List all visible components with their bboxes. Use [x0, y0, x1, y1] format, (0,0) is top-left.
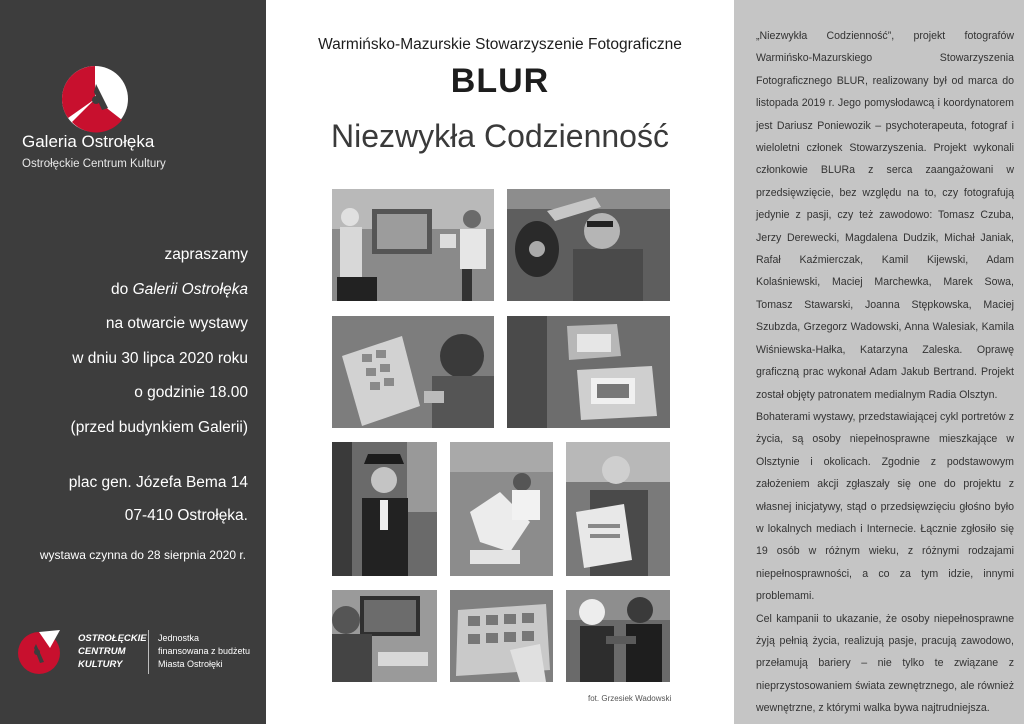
project-description [756, 25, 1014, 720]
invite-line-2 [0, 273, 248, 308]
description-paragraph-2: Bohaterami wystawy, przedstawiającej cykl portretów z życia, są osoby niepełnosprawne mieszkające w Olsztynie i okolicach. Zgodnie z podstawowym założeniem akcji zgłaszały się one do projektu z własnej inicjatywy, stąd o przedsięwzięciu głośno było w lokalnych mediach i Internecie. Łącznie zgłosiło się 19 osób w różnym wieku, z różnymi rodzajami niepełnosprawności, a co za tym idzie, innymi problemami. [756, 410, 1014, 603]
ock-name [78, 632, 147, 671]
galeria-logo-icon [60, 64, 130, 134]
photo-9 [450, 590, 553, 682]
left-panel [0, 0, 266, 724]
ock-divider [148, 630, 149, 674]
ock-info-1: Jednostka [158, 633, 200, 643]
photo-credit: fot. Grzesiek Wadowski [588, 694, 672, 703]
photo-3 [332, 316, 494, 428]
address-city: 07-410 Ostrołęka. [124, 507, 248, 524]
exhibition-until: wystawa czynna do 28 sierpnia 2020 r. [39, 548, 246, 562]
ock-info-2: finansowana z budżetu [158, 646, 251, 656]
right-panel [734, 0, 1024, 724]
ock-logo-icon [14, 626, 64, 676]
ock-name-3: KULTURY [78, 659, 123, 670]
invite-line-3: na otwarcie wystawy [105, 315, 248, 332]
address [0, 466, 266, 532]
invite-line-1: zapraszamy [164, 246, 248, 263]
ock-funding-info [158, 632, 250, 671]
gallery-subtitle: Ostrołęckie Centrum Kultury [22, 158, 166, 170]
photo-4 [507, 316, 670, 428]
invite-time: o godzinie 18.00 [134, 384, 248, 401]
invite-location-note: (przed budynkiem Galerii) [70, 418, 248, 436]
description-paragraph-1: „Niezwykła Codzienność”, projekt fotografów Warmińsko-Mazurskiego Stowarzyszenia Fotograficznego BLUR, realizowany był od marca do listopada 2019 r. Jego pomysłodawcą i koordynatorem jest Dariusz Poniewozik – psychoterapeuta, fotograf i wieloletni członek Stowarzyszenia. Projekt wykonali członkowie BLURa z serca zaangażowani w przedsięwzięcie, bez względu na to, czy fotografują jedynie z pasji, czy też zawodowo: Tomasz Czuba, Jerzy Derewecki, Magdalena Dudzik, Michał Janiak, Rafał Kaźmierczak, Kamil Kijewski, Adam Kolaśniewski, Maciej Marchewka, Marek Sowa, Tomasz Stawarski, Joanna Stępkowska, Maciej Szubzda, Grzegorz Wadowski, Anna Walesiak, Kamila Wiśniewska-Hałka, Katarzyna Zaleska. Oprawę graficzną prac wykonał Adam Jakub Bertrand. Projekt został objęty patronatem medialnym Radia Olsztyn. [756, 30, 1014, 401]
description-paragraph-3: Cel kampanii to ukazanie, że osoby niepełnosprawne żyją pełnią życia, realizują pasje, pracują zawodowo, przełamują bariery – nie tylko te związane z nieprzystosowaniem świata zewnętrznego, ale również wewnętrzne, z którymi walka bywa najtrudniejsza. [756, 612, 1014, 715]
poster-title: BLUR [450, 62, 550, 100]
photo-10 [566, 590, 670, 682]
association-name: Warmińsko-Mazurskie Stowarzyszenie Fotograficzne [318, 36, 682, 53]
invitation-text [0, 238, 266, 445]
invite-date: w dniu 30 lipca 2020 roku [72, 349, 248, 367]
photo-5 [332, 442, 437, 576]
poster-subtitle: Niezwykła Codzienność [331, 118, 669, 154]
center-poster [266, 0, 734, 724]
ock-name-1: OSTROŁĘCKIE [78, 633, 147, 644]
invite-line-2-pre: do [111, 280, 133, 298]
address-street: plac gen. Józefa Bema 14 [68, 474, 248, 491]
ock-info-3: Miasta Ostrołęki [158, 659, 223, 669]
photo-6 [450, 442, 553, 576]
photo-8 [332, 590, 437, 682]
photo-1 [332, 189, 494, 301]
gallery-name: Galeria Ostrołęka [22, 132, 155, 151]
photo-2 [507, 189, 670, 301]
photo-7 [566, 442, 670, 576]
ock-name-2: CENTRUM [78, 646, 126, 657]
invite-gallery-name: Galerii Ostrołęka [132, 280, 248, 298]
